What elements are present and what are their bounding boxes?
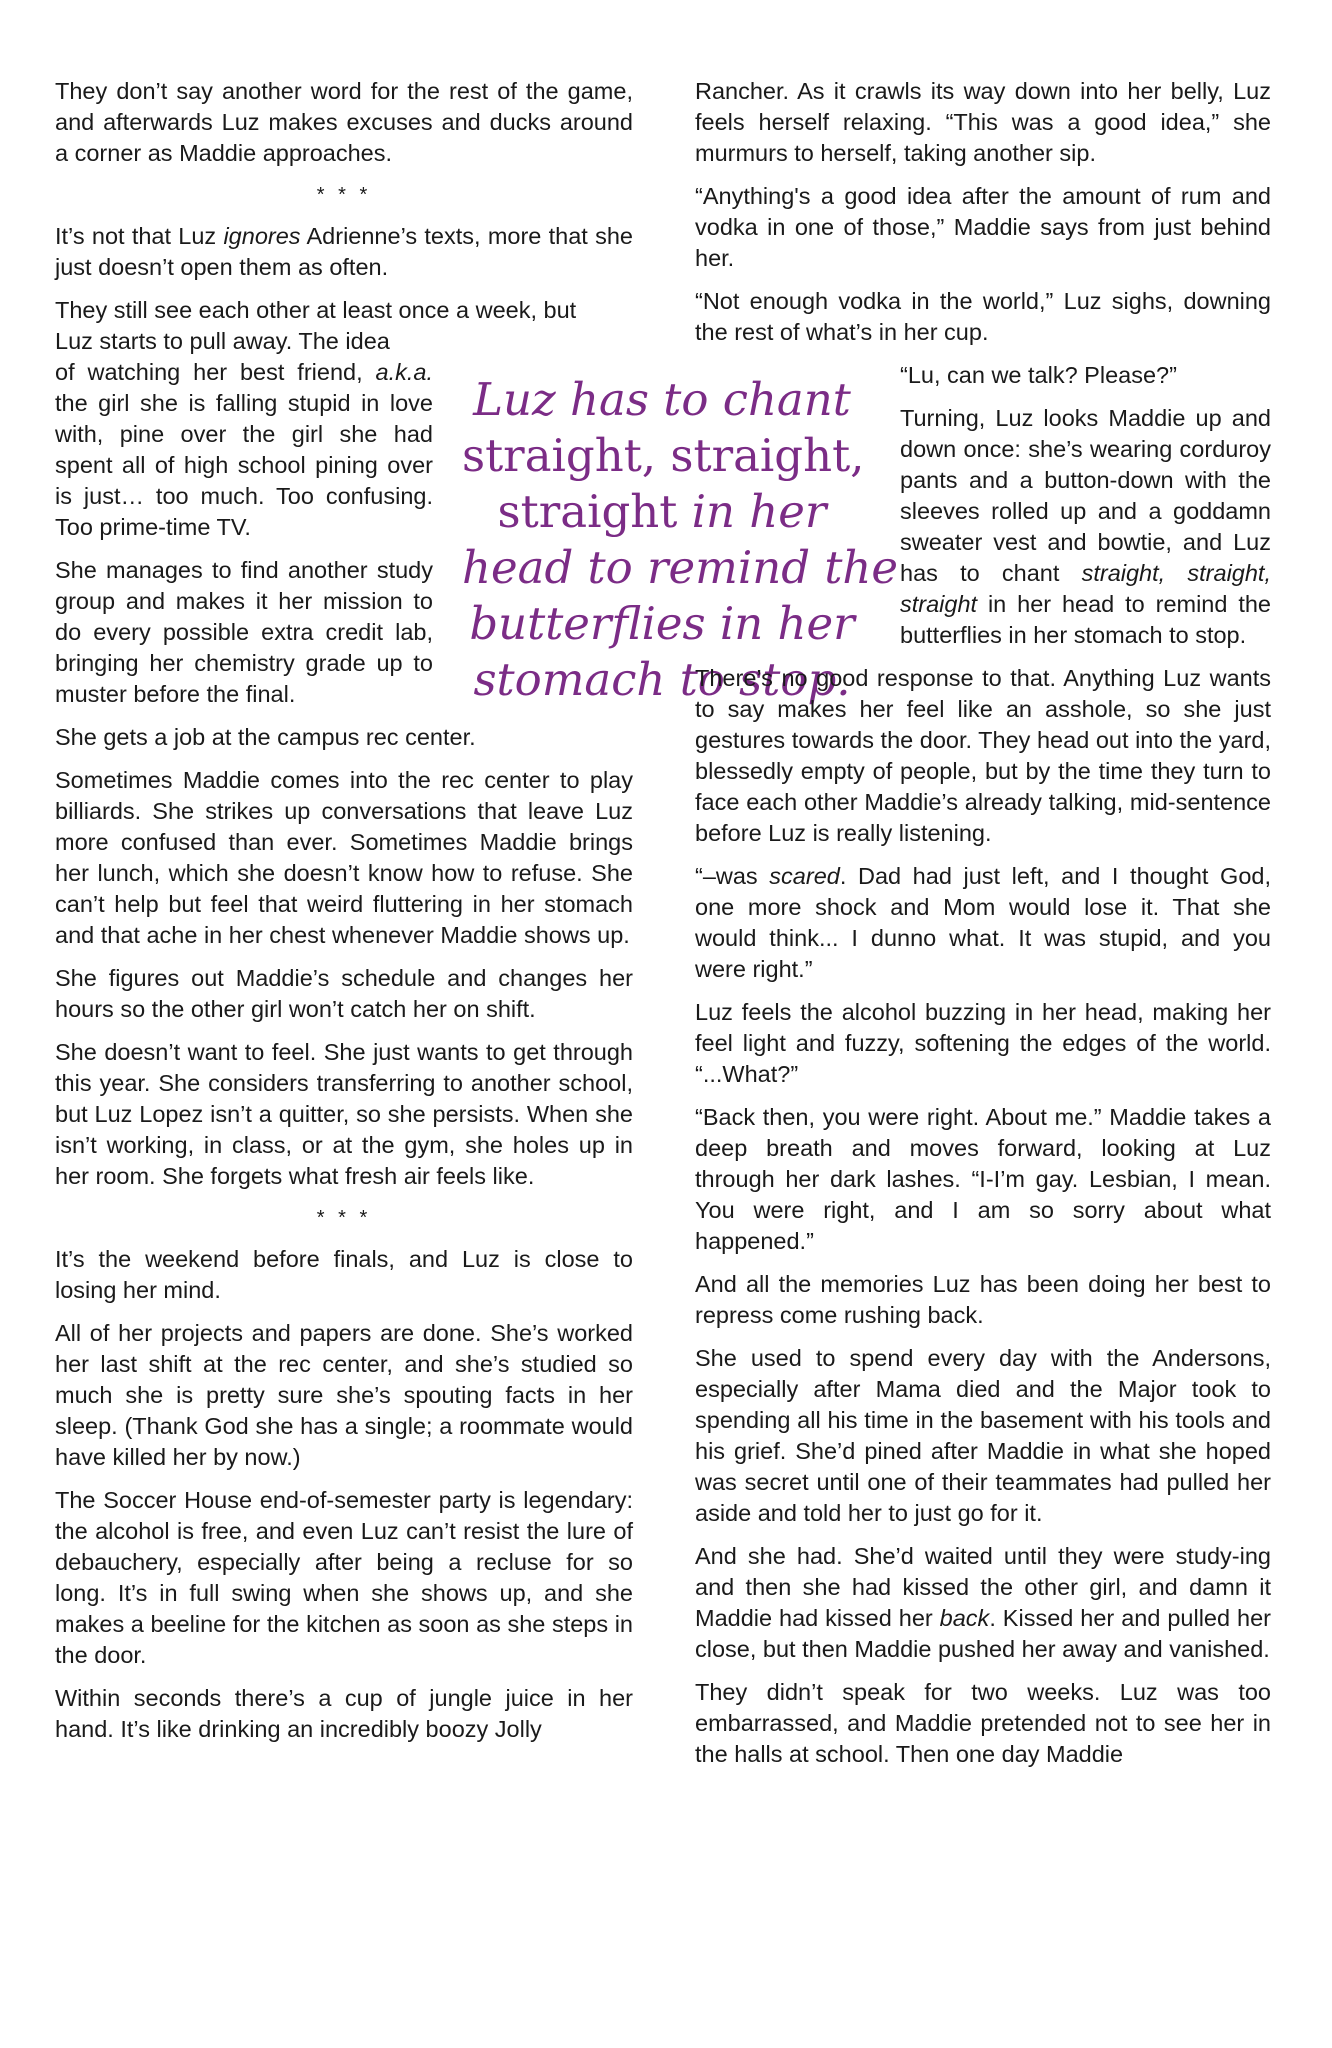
- pull-quote-line: head to remind the: [462, 541, 899, 594]
- scene-break: * * *: [316, 1207, 372, 1229]
- scene-break: * * *: [316, 184, 372, 206]
- text-run: Luz starts to pull away. The idea: [55, 328, 390, 354]
- left-column: [55, 76, 633, 1757]
- pull-quote-line: straight, straight,: [462, 429, 865, 482]
- text-run: And she had. She’d waited until they were study-ing and then she had kissed the other girl, and damn it Maddie had kissed her: [695, 1543, 1271, 1631]
- paragraph: The Soccer House end-of-semester party is legendary: the alcohol is free, and even Luz can’t resist the lure of debauchery, especially after being a recluse for so long. It’s in full swing when she shows up, and she makes a beeline for the kitchen as soon as she steps in the door.: [55, 1487, 633, 1668]
- paragraph: And all the memories Luz has been doing her best to repress come rushing back.: [695, 1271, 1271, 1328]
- paragraph: She gets a job at the campus rec center.: [55, 724, 476, 750]
- paragraph: They didn’t speak for two weeks. Luz was too embarrassed, and Maddie pretended not to see her in the halls at school. Then one day Maddie: [695, 1679, 1271, 1767]
- paragraph: [55, 221, 633, 283]
- paragraph: [695, 861, 1271, 985]
- right-column: [695, 76, 1271, 1782]
- paragraph: All of her projects and papers are done. She’s worked her last shift at the rec center, and she’s studied so much she is pretty sure she’s spouting facts in her sleep. (Thank God she has a single; a roommate would have killed her by now.): [55, 1320, 633, 1470]
- emphasis: straight, straight, straight: [900, 560, 1271, 617]
- paragraph: There’s no good response to that. Anything Luz wants to say makes her feel like an asshole, so she just gestures towards the door. They head out into the yard, blessedly empty of people, but by the time they turn to face each other Maddie’s already talking, mid-sentence before Luz is really listening.: [695, 665, 1271, 846]
- paragraph: It’s the weekend before finals, and Luz is close to losing her mind.: [55, 1246, 633, 1303]
- pull-quote-line: stomach to stop.: [473, 653, 851, 706]
- paragraph: “Not enough vodka in the world,” Luz sighs, downing the rest of what’s in her cup.: [695, 288, 1271, 345]
- paragraph: She figures out Maddie’s schedule and changes her hours so the other girl won’t catch her on shift.: [55, 965, 633, 1022]
- paragraph: [55, 357, 433, 543]
- emphasis: back: [939, 1605, 990, 1631]
- text-run: Turning, Luz looks Maddie up and down once: she’s wearing corduroy pants and a button-down with the sleeves rolled up and a goddamn sweater vest and bowtie, and Luz has to chant: [900, 405, 1271, 586]
- wrapped-text-block: [55, 357, 433, 710]
- paragraph: They don’t say another word for the rest of the game, and afterwards Luz makes excuses and ducks around a corner as Maddie approaches.: [55, 78, 633, 166]
- paragraph: [900, 403, 1271, 651]
- text-run: in her head to remind the butterflies in her stomach to stop.: [900, 591, 1271, 648]
- emphasis: ignores: [223, 223, 301, 249]
- text-run: Adrienne’s texts, more that she just doesn’t open them as often.: [55, 223, 633, 280]
- paragraph: “Back then, you were right. About me.” Maddie takes a deep breath and moves forward, looking at Luz through her dark lashes. “I-I’m gay. Lesbian, I mean. You were right, and I am so sorry about what happened.”: [695, 1104, 1271, 1254]
- paragraph: [55, 295, 633, 357]
- emphasis: scared: [769, 863, 840, 889]
- paragraph: “Anything's a good idea after the amount of rum and vodka in one of those,” Maddie says from just behind her.: [695, 183, 1271, 271]
- text-run: It’s not that Luz: [55, 223, 224, 249]
- text-run: of watching her best friend,: [55, 359, 363, 385]
- paragraph: “Lu, can we talk? Please?”: [900, 362, 1177, 388]
- paragraph: Sometimes Maddie comes into the rec center to play billiards. She strikes up conversations that leave Luz more confused than ever. Sometimes Maddie brings her lunch, which she doesn’t know how to refuse. She can’t help but feel that weird fluttering in her stomach and that ache in her chest whenever Maddie shows up.: [55, 767, 633, 948]
- paragraph: Rancher. As it crawls its way down into her belly, Luz feels herself relaxing. “This was a good idea,” she murmurs to herself, taking another sip.: [695, 78, 1271, 166]
- paragraph: Within seconds there’s a cup of jungle juice in her hand. It’s like drinking an incredibly boozy Jolly: [55, 1685, 633, 1742]
- emphasis: a.k.a.: [375, 359, 434, 385]
- text-run: the girl she is falling stupid in love with, pine over the girl she had spent all of high school pining over is just… too much. Too confusing. Too prime-time TV.: [55, 390, 433, 540]
- text-run: They still see each other at least once a week, but: [55, 297, 577, 323]
- paragraph: She doesn’t want to feel. She just wants to get through this year. She considers transferring to another school, but Luz Lopez isn’t a quitter, so she persists. When she isn’t working, in class, or at the gym, she holes up in her room. She forgets what fresh air feels like.: [55, 1039, 633, 1189]
- pull-quote-line: Luz has to chant: [473, 373, 851, 426]
- paragraph: She manages to find another study group and makes it her mission to do every possible extra credit lab, bringing her chemistry grade up to muster before the final.: [55, 557, 433, 707]
- paragraph: [695, 1541, 1271, 1665]
- pull-quote-italic: in her: [677, 485, 827, 538]
- text-run: “–was: [695, 863, 770, 889]
- wrapped-text-block: [900, 360, 1271, 651]
- paragraph: She used to spend every day with the Andersons, especially after Mama died and the Major took to spending all his time in the basement with his tools and his grief. She’d pined after Maddie in what she hoped was secret until one of their teammates had pulled her aside and told her to just go for it.: [695, 1345, 1271, 1526]
- pull-quote-upright: straight: [497, 485, 678, 538]
- pull-quote-line: butterflies in her: [469, 597, 855, 650]
- text-run: . Dad had just left, and I thought God, one more shock and Mom would lose it. That she would think... I dunno what. It was stupid, and you were right.”: [695, 863, 1272, 982]
- text-run: . Kissed her and pulled her close, but then Maddie pushed her away and vanished.: [695, 1605, 1271, 1662]
- paragraph: Luz feels the alcohol buzzing in her head, making her feel light and fuzzy, softening the edges of the world. “...What?”: [695, 999, 1271, 1087]
